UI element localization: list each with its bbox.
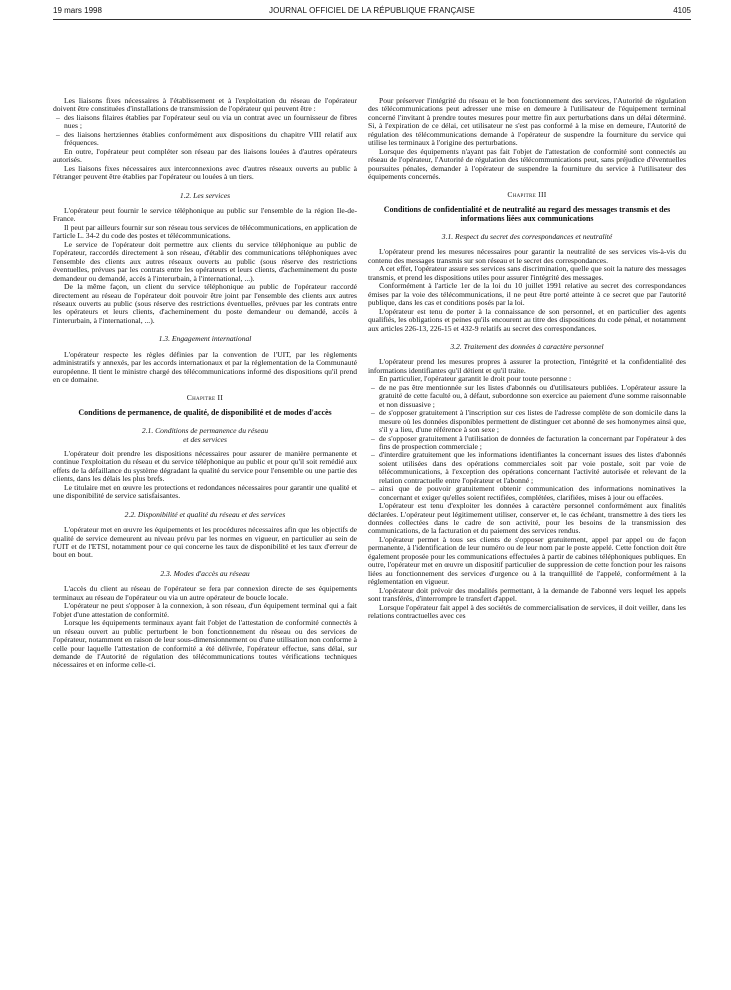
paragraph: L'opérateur est tenu de porter à la connaissance de son personnel, et en particulier des agents qualifiés, les obligations et peines qu'ils encourent au titre des dispositions du code pénal, et notamment aux articles 226-13, 226-15 et 432-9 relatifs au secret des correspondances. bbox=[368, 306, 686, 333]
chapter-title: Conditions de permanence, de qualité, de disponibilité et de modes d'accès bbox=[78, 408, 332, 418]
paragraph: Le titulaire met en œuvre les protections et redondances nécessaires pour garantir une qualité et une disponibilité de service satisfaisantes. bbox=[53, 482, 357, 501]
left-column bbox=[53, 97, 357, 670]
paragraph: Pour préserver l'intégrité du réseau et le bon fonctionnement des services, l'Autorité de régulation des télécommunications peut adresser une mise en demeure à l'utilisateur de l'équipement terminal concerné l'invitant à prendre toutes mesures pour mettre fin aux perturbations dans un délai déterminé. Si, à l'expiration de ce délai, cet utilisateur ne s'est pas conformé à la mise en demeure, l'Autorité de régulation des télécommunications demande à l'opérateur de suspendre la fourniture du service qui utilise les terminaux à l'origine des perturbations. bbox=[368, 96, 686, 148]
paragraph: Lorsque les équipements terminaux ayant fait l'objet de l'attestation de conformité connectés à un réseau ouvert au public perturbent le bon fonctionnement du réseau ou des services de l'opérateur, notamment en raison de leur sous-dimensionnement ou d'une utilisation non conforme à celle pour laquelle l'attestation de conformité a été délivrée, l'opérateur effectue, sans délai, sur demande de l'Autorité de régulation des télécommunications toutes vérifications techniques nécessaires et en informe celle-ci. bbox=[53, 618, 357, 670]
paragraph: L'opérateur permet à tous ses clients de s'opposer gratuitement, appel par appel ou de façon permanente, à l'identification de leur numéro ou de leur nom par le poste appelé. Cette fonction doit être également proposée pour les communications effectuées à partir de cabines téléphoniques publiques. En outre, l'opérateur met en œuvre un dispositif particulier de suppression de cette fonction pour les raisons liées au fonctionnement des services d'urgence ou à la tranquillité de l'appelé, conformément à la réglementation en vigueur. bbox=[368, 534, 686, 587]
paragraph: L'opérateur met en œuvre les équipements et les procédures nécessaires afin que les objectifs de qualité de service demeurent au niveau prévu par les normes en vigueur, en particulier au sein de l'UIT et de l'ETSI, notamment pour ce qui concerne les taux de disponibilité et les taux d'erreur de bout en bout. bbox=[53, 525, 357, 560]
paragraph: L'opérateur prend les mesures propres à assurer la protection, l'intégrité et la confidentialité des informations identifiantes qu'il détient et qu'il traite. bbox=[368, 357, 686, 375]
paragraph: Conformément à l'article 1er de la loi du 10 juillet 1991 relative au secret des correspondances émises par la voie des télécommunications, il ne peut être porté atteinte à ce secret que par l'autorité publique, dans les cas et conditions posés par la loi. bbox=[368, 281, 686, 308]
section-heading-2-2: 2.2. Disponibilité et qualité du réseau et des services bbox=[124, 509, 286, 519]
section-heading-2-3: 2.3. Modes d'accès au réseau bbox=[160, 568, 250, 578]
section-heading-1-3: 1.3. Engagement international bbox=[158, 334, 252, 344]
header-rule bbox=[53, 19, 691, 20]
paragraph: Lorsque des équipements n'ayant pas fait l'objet de l'attestation de conformité sont connectés au réseau de l'opérateur, l'Autorité de régulation des télécommunications peut, sans préjudice d'éventuelles poursuites pénales, demander à l'opérateur de suspendre la fourniture du service à l'utilisateur des équipements concernés. bbox=[368, 146, 686, 182]
paragraph: A cet effet, l'opérateur assure ses services sans discrimination, quelle que soit la nature des messages transmis, et prend les dispositions utiles pour assurer l'intégrité des messages. bbox=[368, 264, 686, 282]
paragraph: De la même façon, un client du service téléphonique au public de l'opérateur raccordé directement au réseau de l'opérateur doit pouvoir être joint par l'ensemble des clients aux autres réseaux ouverts au public (sous réserve des restrictions éventuelles, prévues par les contrats entre les opérateurs et leurs clients, d'acheminement du poste demandeur ou demandé, accès à l'interurbain, à l'international, ...). bbox=[53, 282, 357, 325]
page-header bbox=[53, 6, 691, 20]
dash-item: – de s'opposer gratuitement à l'inscription sur ces listes de l'adresse complète de son domicile dans la mesure où les données disponibles permettent de distinguer cet abonné de ses homonymes ainsi que, s'il y a lieu, d'une référence à son sexe ; bbox=[371, 408, 686, 435]
dash-item: – ainsi que de pouvoir gratuitement obtenir communication des informations nominatives la concernant et exiger qu'elles soient rectifiées, complétées, clarifiées, mises à jour ou effacées. bbox=[371, 484, 686, 502]
paragraph: En particulier, l'opérateur garantit le droit pour toute personne : bbox=[379, 374, 572, 384]
paragraph: L'opérateur ne peut s'opposer à la connexion, à son réseau, d'un équipement terminal qui a fait l'objet d'une attestation de conformité. bbox=[53, 601, 357, 619]
dash-item: – des liaisons filaires établies par l'opérateur seul ou via un contrat avec un fournisseur de fibres nues ; bbox=[56, 112, 357, 131]
paragraph: L'opérateur prend les mesures nécessaires pour garantir la neutralité de ses services vis-à-vis du contenu des messages transmis sur son réseau et le secret des correspondances. bbox=[368, 247, 686, 265]
paragraph: L'accès du client au réseau de l'opérateur se fera par connexion directe de ses équipements terminaux au réseau de l'opérateur ou via un autre opérateur de boucle locale. bbox=[53, 584, 357, 602]
paragraph: Les liaisons fixes nécessaires à l'établissement et à l'exploitation du réseau de l'opérateur doivent être constituées d'installations de transmission de l'opérateur qui peuvent être : bbox=[53, 96, 357, 114]
issue-date: 19 mars 1998 bbox=[53, 6, 102, 15]
dash-item: – de s'opposer gratuitement à l'utilisation de données de facturation la concernant par l'opérateur à des fins de prospection commerciale ; bbox=[371, 433, 686, 451]
section-heading-2-1: 2.1. Conditions de permanence du réseau et des services bbox=[141, 426, 269, 444]
paragraph: En outre, l'opérateur peut compléter son réseau par des liaisons louées à d'autres opérateurs autorisés. bbox=[53, 146, 357, 165]
dash-item: – des liaisons hertziennes établies conformément aux dispositions du chapitre VIII relatif aux fréquences. bbox=[56, 129, 357, 148]
section-heading-3-2: 3.2. Traitement des données à caractère personnel bbox=[450, 341, 604, 351]
dash-item: – de ne pas être mentionnée sur les listes d'abonnés ou d'utilisateurs publiées. L'opérateur assure la gratuité de cette faculté ou, à défaut, subordonne son exercice au paiement d'une somme raisonnable et non dissuasive ; bbox=[371, 382, 686, 409]
paragraph: L'opérateur respecte les règles définies par la convention de l'UIT, par les règlements administratifs y annexés, par les accords internationaux et par la réglementation de la Communauté européenne. Il tient le ministre chargé des télécommunications informé des dispositions qu'il prend en ce domaine. bbox=[53, 349, 357, 385]
page-number: 4105 bbox=[673, 6, 691, 15]
chapter-heading: Chapitre II bbox=[186, 392, 224, 402]
paragraph: Le service de l'opérateur doit permettre aux clients du service téléphonique au public de l'opérateur, raccordés directement à son réseau, d'établir des communications téléphoniques avec l'ensemble des clients aux autres réseaux ouverts au public (sous réserve des restrictions éventuelles, prévues par les contrats entre les opérateurs et leurs clients, d'acheminement du poste demandeur ou demandé, accès à l'interurbain, à l'international, ...). bbox=[53, 239, 357, 283]
section-heading-3-1: 3.1. Respect du secret des correspondances et neutralité bbox=[441, 231, 613, 241]
paragraph: Il peut par ailleurs fournir sur son réseau tous services de télécommunications, en application de l'article L. 34-2 du code des postes et télécommunications. bbox=[53, 222, 357, 241]
paragraph: L'opérateur doit prendre les dispositions nécessaires pour assurer de manière permanente et continue l'exploitation du réseau et du service téléphonique au public et pour qu'il soit remédié aux effets de la défaillance du système dégradant la qualité du service pour l'ensemble ou une partie des clients, dans les délais les plus brefs. bbox=[53, 448, 357, 484]
paragraph: Lorsque l'opérateur fait appel à des sociétés de commercialisation de services, il doit veiller, dans les relations contractuelles avec ces bbox=[368, 602, 686, 621]
dash-item: – d'interdire gratuitement que les informations identifiantes la concernant issues des listes d'abonnés soient utilisées dans des opérations commerciales soit par voie postale, soit par voie de télécommunications, à l'exception des opérations concernant l'activité autorisée et relevant de la relation contractuelle entre l'opérateur et l'abonné ; bbox=[371, 450, 686, 485]
journal-title: JOURNAL OFFICIEL DE LA RÉPUBLIQUE FRANÇAISE bbox=[269, 6, 475, 15]
section-heading-1-2: 1.2. Les services bbox=[179, 190, 231, 200]
right-column bbox=[368, 97, 686, 620]
paragraph: L'opérateur peut fournir le service téléphonique au public sur l'ensemble de la région Ile-de-France. bbox=[53, 205, 357, 224]
chapter-title: Conditions de confidentialité et de neutralité au regard des messages transmis et des informations liées aux communications bbox=[383, 204, 671, 223]
paragraph: Les liaisons fixes nécessaires aux interconnexions avec d'autres réseaux ouverts au public à l'étranger peuvent être établies par l'opérateur ou louées à un tiers. bbox=[53, 163, 357, 182]
paragraph: L'opérateur doit prévoir des modalités permettant, à la demande de l'abonné vers lequel les appels sont transférés, d'interrompre le transfert d'appel. bbox=[368, 585, 686, 604]
chapter-heading: Chapitre III bbox=[507, 189, 547, 199]
paragraph: L'opérateur est tenu d'exploiter les données à caractère personnel conformément aux finalités déclarées. L'opérateur peut légitimement utiliser, conserver et, le cas échéant, transmettre à des tiers les données collectées dans le cadre de son activité, pour les besoins de la transmission des communications, de la facturation et du paiement des services rendus. bbox=[368, 501, 686, 536]
